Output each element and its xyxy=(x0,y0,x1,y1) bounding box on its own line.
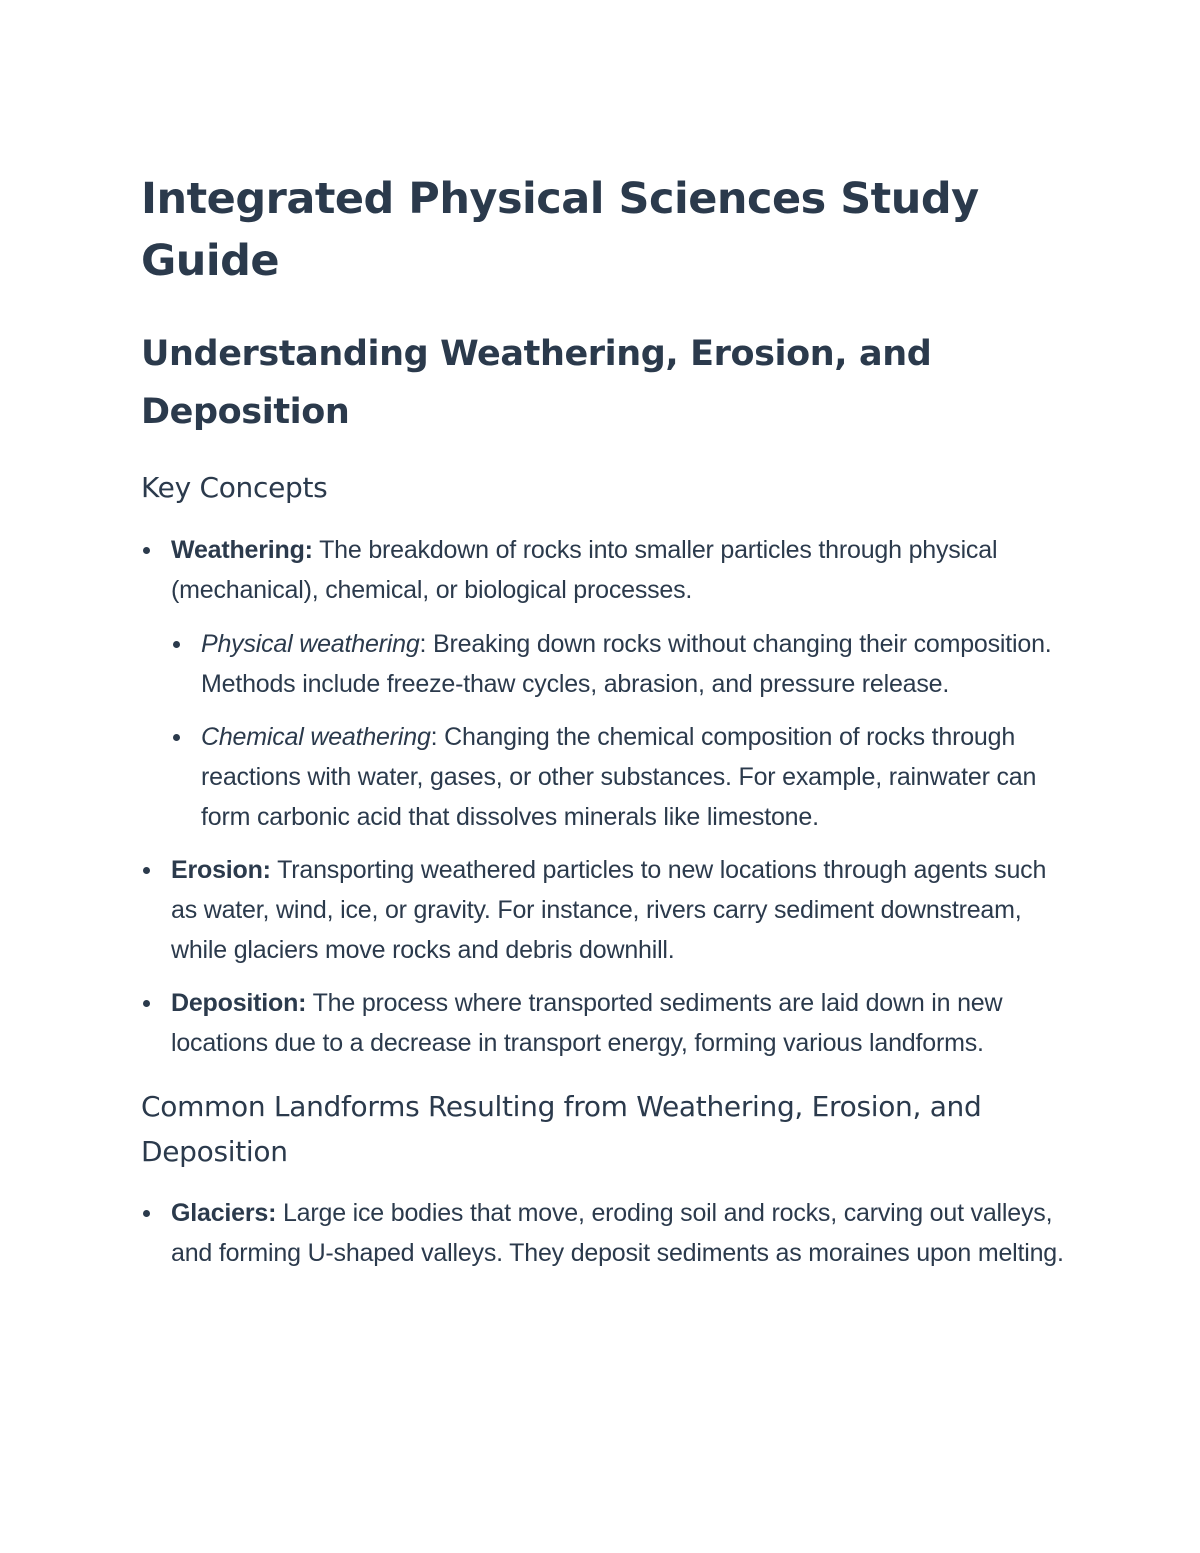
term-deposition: Deposition: xyxy=(171,989,307,1017)
key-concepts-heading: Key Concepts xyxy=(141,471,328,504)
list-item-erosion xyxy=(141,850,1071,970)
key-concepts-list xyxy=(141,530,1071,1063)
definition-deposition: The process where transported sediments are laid down in new locations due to a decrease in transport energy, forming various landforms. xyxy=(171,989,1003,1057)
landforms-heading: Common Landforms Resulting from Weathering, Erosion, and Deposition xyxy=(141,1090,982,1168)
definition-chemical-weathering: : Changing the chemical composition of rocks through reactions with water, gases, or other substances. For example, rainwater can form carbonic acid that dissolves minerals like limestone. xyxy=(201,723,1037,831)
document-title: Integrated Physical Sciences Study Guide xyxy=(141,174,979,286)
landforms-list xyxy=(141,1193,1071,1273)
weathering-sublist xyxy=(171,624,1071,837)
list-item-chemical-weathering xyxy=(171,717,1071,837)
bullet-icon xyxy=(173,734,180,741)
list-item-weathering xyxy=(141,530,1071,837)
definition-physical-weathering: : Breaking down rocks without changing their composition. Methods include freeze-thaw cycles, abrasion, and pressure release. xyxy=(201,630,1052,698)
term-chemical-weathering: Chemical weathering xyxy=(201,723,431,751)
term-physical-weathering: Physical weathering xyxy=(201,630,420,658)
section-heading: Understanding Weathering, Erosion, and Deposition xyxy=(141,334,932,432)
definition-erosion: Transporting weathered particles to new locations through agents such as water, wind, ice, or gravity. For instance, rivers carry sediment downstream, while glaciers move rocks and debris downhill. xyxy=(171,856,1047,964)
list-item-physical-weathering xyxy=(171,624,1071,704)
bullet-icon xyxy=(143,1000,150,1007)
bullet-icon xyxy=(143,1210,150,1217)
definition-glaciers: Large ice bodies that move, eroding soil and rocks, carving out valleys, and forming U-shaped valleys. They deposit sediments as moraines upon melting. xyxy=(171,1199,1064,1267)
list-item-glaciers xyxy=(141,1193,1071,1273)
list-item-deposition xyxy=(141,983,1071,1063)
term-erosion: Erosion: xyxy=(171,856,271,884)
definition-weathering: The breakdown of rocks into smaller particles through physical (mechanical), chemical, or biological processes. xyxy=(171,536,998,604)
bullet-icon xyxy=(173,641,180,648)
term-weathering: Weathering: xyxy=(171,536,313,564)
document-page xyxy=(141,168,1071,1286)
bullet-icon xyxy=(143,867,150,874)
term-glaciers: Glaciers: xyxy=(171,1199,277,1227)
bullet-icon xyxy=(143,547,150,554)
